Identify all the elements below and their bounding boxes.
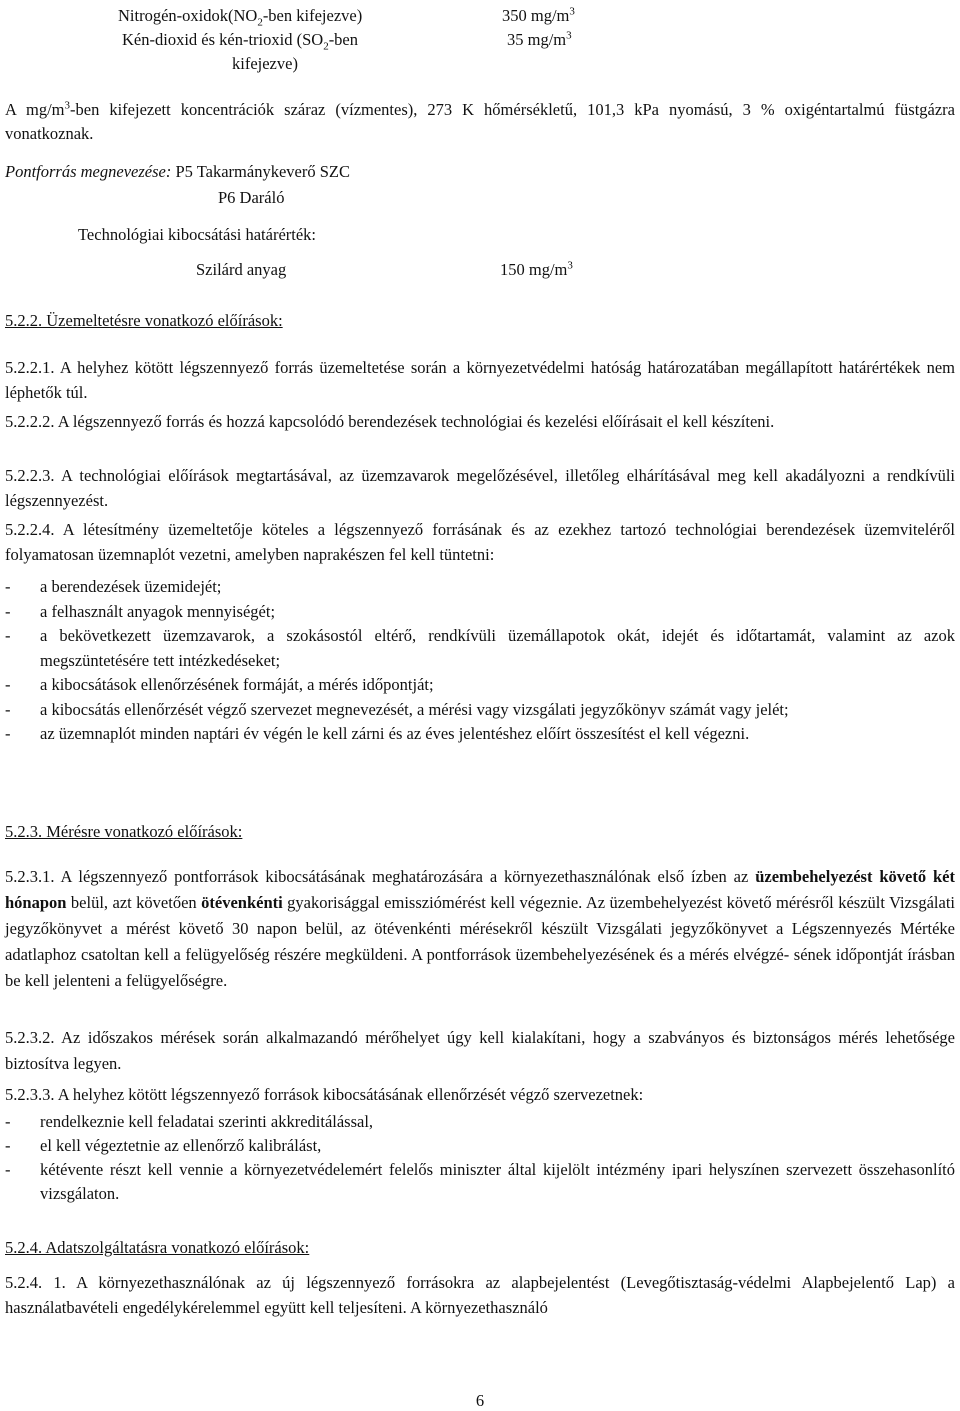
emission-value-nox: 350 $mg/m^3$ — [502, 5, 575, 25]
paragraph-5222: 5.2.2.2. A légszennyező forrás és hozzá kapcsolódó berendezések technológiai és kezelési előírásait el kell készíteni. — [5, 412, 775, 431]
paragraph-5232: 5.2.3.2. Az időszakos mérések során alkalmazandó mérőhelyet úgy kell kialakítani, hogy a szabványos és biztonságos mérés lehetősége biztosítva legyen. — [5, 1028, 955, 1073]
emission-name-sox-cont: kifejezve) — [232, 54, 298, 73]
list-item: - el kell végeztetnie az ellenőrző kalibrálást, — [5, 1136, 322, 1155]
page-number: 6 — [475, 1391, 485, 1410]
pontforras-line — [5, 160, 350, 184]
pontforras-label: Pontforrás megnevezése: — [5, 162, 172, 181]
pontforras-item-1: P5 Takarmánykeverő SZC — [175, 162, 350, 181]
pontforras-item-2: P6 Daráló — [218, 188, 285, 207]
list-item: - kétévente részt kell vennie a környezetvédelemért felelős miniszter által kijelölt intézmény ipari helyszínen szervezett összehasonlító vizsgálaton. — [5, 1160, 955, 1203]
emission-name-sox: Kén-dioxid és kén-trioxid ($SO_2$-ben — [122, 30, 359, 53]
paragraph-5231: 5.2.3.1. A légszennyező pontforrások kibocsátásának meghatározására a környezethasználónak első ízben az üzembehelyezést követő két hónapon belül, azt követően ötévenkénti gyakorisággal emissziómérést kell végeznie. Az üzembehelyezést követő mérésről készült Vizsgálati jegyzőkönyvet a mérést követő 30 napon belül, az ötévenkénti mérésekről készült Vizsgálati jegyzőkönyvet a Légszennyezés Mértéke adatlaphoz csatoltan kell a felügyelőség részére megküldeni. A pontforrások üzembehelyezésének és a mérés elvégzé- sének időpontját írásban be kell jelenteni a felügyelőségre. — [5, 867, 955, 990]
list-item: - a kibocsátás ellenőrzését végző szervezet megnevezését, a mérési vagy vizsgálati jegyzőkönyv számát vagy jelét; — [5, 699, 789, 719]
emission-name-nox: Nitrogén-$oxidok(NO_2$-ben kifejezve) — [118, 6, 363, 29]
paragraph-5223: 5.2.2.3. A technológiai előírások megtartásával, az üzemzavarok megelőzésével, illetőleg elhárításával meg kell akadályozni a rendkívüli légszennyezést. — [5, 466, 955, 510]
list-item: - az üzemnaplót minden naptári év végén le kell zárni és az éves jelentéshez előírt összesítést el kell végezni. — [5, 724, 750, 743]
paragraph-5233: 5.2.3.3. A helyhez kötött légszennyező források kibocsátásának ellenőrzését végző szervezetnek: — [5, 1085, 644, 1104]
list-item: - a kibocsátások ellenőrzésének formáját, a mérés időpontját; — [5, 675, 434, 694]
list-item: - a felhasznált anyagok mennyiségét; — [5, 601, 276, 621]
list-item: - rendelkeznie kell feladatai szerinti akkreditálással, — [5, 1112, 374, 1131]
section-523-heading: 5.2.3. Mérésre vonatkozó előírások: — [5, 822, 243, 841]
paragraph-5224: 5.2.2.4. A létesítmény üzemeltetője köteles a légszennyező forrásának és az ezekhez tartozó technológiai berendezések üzemviteléről folyamatosan üzemnaplót vezetni, amelyben naprakészen fel kell tüntetni: — [5, 520, 955, 564]
szilard-value: 150 $mg/m^3$ — [500, 259, 573, 279]
verifier-list — [5, 1110, 955, 1206]
logbook-list — [5, 575, 955, 747]
list-item: - a bekövetkezett üzemzavarok, a szokásostól eltérő, rendkívüli üzemállapotok okát, idejét és időtartamát, valamint az azok megszüntetésére tett intézkedéseket; — [5, 626, 955, 670]
szilard-label: Szilárd anyag — [196, 260, 287, 279]
concentration-note: A $mg/m^3$-ben kifejezett koncentrációk száraz (vízmentes), 273 K hőmérsékletű, 101,3 kPa nyomású, 3 % oxigéntartalmú füstgázra vonatkoznak. — [5, 99, 955, 143]
list-item: - a berendezések üzemidejét; — [5, 577, 222, 596]
paragraph-5241: 5.2.4. 1. A környezethasználónak az új légszennyező forrásokra az alapbejelentést (Levegőtisztaság-védelmi Alapbejelentő Lap) a használatbavételi engedélykérelemmel együtt kell teljesíteni. A környezethasználó — [5, 1273, 955, 1317]
tech-limit-label: Technológiai kibocsátási határérték: — [78, 225, 317, 244]
paragraph-5221: 5.2.2.1. A helyhez kötött légszennyező forrás üzemeltetése során a környezetvédelmi hatóság határozatában megállapított határértékek nem léphetők túl. — [5, 358, 955, 402]
emission-value-sox: 35 $mg/m^3$ — [507, 29, 572, 49]
section-524-heading: 5.2.4. Adatszolgáltatásra vonatkozó előírások: — [5, 1238, 310, 1257]
section-522-heading: 5.2.2. Üzemeltetésre vonatkozó előírások: — [5, 311, 283, 330]
